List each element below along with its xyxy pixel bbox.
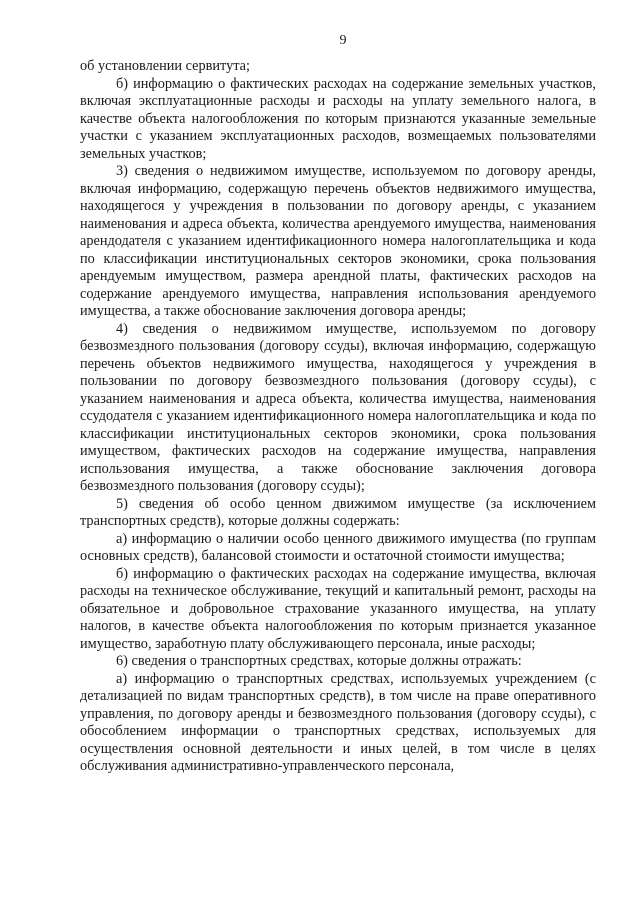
- paragraph-5b-property-expenses: б) информацию о фактических расходах на содержание имущества, включая расходы на техническое обслуживание, текущий и капитальный ремонт, расходы на обязательное и добровольное страхование указанного имущества, на уплату налогов, в качестве объекта налогообложения по которым признается указанное имущество, заработную плату обслуживающего персонала, иные расходы;: [80, 565, 596, 652]
- paragraph-4-loaned-property: 4) сведения о недвижимом имуществе, используемом по договору безвозмездного пользования (договору ссуды), включая информацию, содержащую перечень объектов недвижимого имущества, находящегося у учреждения в пользовании по договору безвозмездного пользования (договору ссуды), с указанием наименования и адреса объекта, количества имущества, наименования ссудодателя с указанием идентификационного номера налогоплательщика и кода по классификации институциональных секторов экономики, срока пользования имуществом, фактических расходов на содержание имущества, направления использования имущества, а также обоснование заключения договора безвозмездного пользования (договору ссуды);: [80, 320, 596, 494]
- paragraph-5-movable-property: 5) сведения об особо ценном движимом имуществе (за исключением транспортных средств), которые должны содержать:: [80, 495, 596, 529]
- page-number: 9: [339, 33, 347, 48]
- paragraph-2b-land-expenses: б) информацию о фактических расходах на содержание земельных участков, включая эксплуатационные расходы и расходы на уплату земельного налога, в качестве объекта налогообложения по которым признаются указанные земельные участки с указанием эксплуатационных расходов, возмещаемых пользователями земельных участков;: [80, 75, 596, 162]
- paragraph-6a-vehicles-info: а) информацию о транспортных средствах, используемых учреждением (с детализацией по видам транспортных средств), в том числе на праве оперативного управления, по договору аренды и безвозмездного пользования (договору ссуды), с обособлением информации о транспортных средствах, используемых для осуществления основной деятельности и иных целей, в том числе в целях обслуживания административно-управленческого персонала,: [80, 670, 596, 774]
- paragraph-servitude-end: об установлении сервитута;: [80, 58, 250, 74]
- document-page: [80, 32, 596, 776]
- paragraph-3-rented-property: 3) сведения о недвижимом имуществе, используемом по договору аренды, включая информацию, содержащую перечень объектов недвижимого имущества, находящегося у учреждения в пользовании по договору аренды, с указанием наименования и адреса объекта, количества арендуемого имущества, наименования арендодателя с указанием идентификационного номера налогоплательщика и кода по классификации институциональных секторов экономики, срока пользования арендуемым имуществом, размера арендной платы, фактических расходов на содержание арендуемого имущества, направления использования арендуемого имущества, а также обоснование заключения договора аренды;: [80, 163, 596, 319]
- paragraph-6-vehicles: 6) сведения о транспортных средствах, которые должны отражать:: [116, 653, 522, 669]
- paragraph-5a-property-info: а) информацию о наличии особо ценного движимого имущества (по группам основных средств), балансовой стоимости и остаточной стоимости имущества;: [80, 530, 596, 564]
